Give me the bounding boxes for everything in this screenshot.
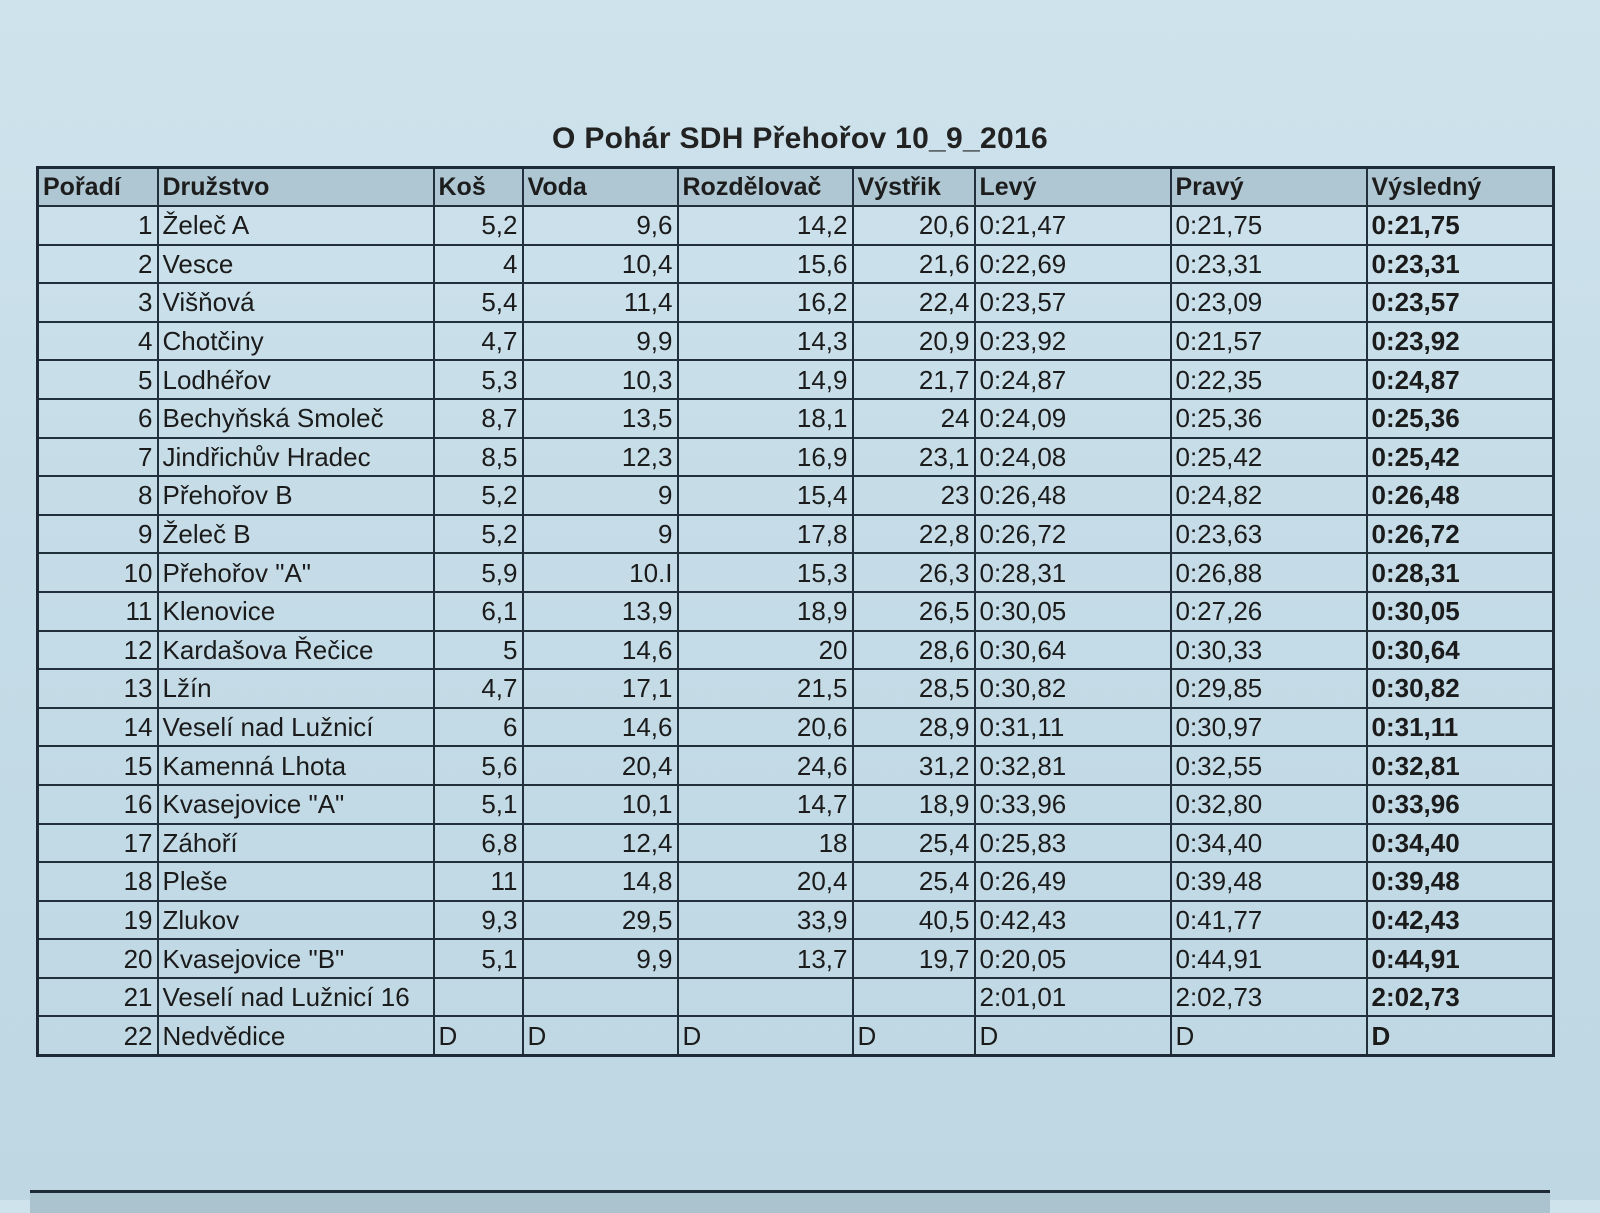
cell-druzstvo: Pleše bbox=[158, 862, 434, 901]
cell-rozdelovac: 18,1 bbox=[678, 399, 853, 438]
cell-pravy: 0:22,35 bbox=[1171, 360, 1367, 399]
cell-pravy: 0:25,36 bbox=[1171, 399, 1367, 438]
cell-poradi: 5 bbox=[38, 360, 158, 399]
cell-vysledny: 0:39,48 bbox=[1367, 862, 1554, 901]
cell-druzstvo: Nedvědice bbox=[158, 1016, 434, 1055]
cell-druzstvo: Višňová bbox=[158, 283, 434, 322]
cell-kos: 5,2 bbox=[434, 476, 523, 515]
cell-voda: 10.I bbox=[523, 553, 678, 592]
table-row bbox=[38, 245, 1554, 284]
cell-rozdelovac: D bbox=[678, 1016, 853, 1055]
cell-vysledny: 0:42,43 bbox=[1367, 901, 1554, 940]
cell-druzstvo: Kvasejovice "B" bbox=[158, 939, 434, 978]
cell-levy: 0:32,81 bbox=[975, 746, 1171, 785]
cell-voda: 12,3 bbox=[523, 438, 678, 477]
table-row bbox=[38, 785, 1554, 824]
cell-kos: 5,2 bbox=[434, 515, 523, 554]
cell-vysledny: 0:21,75 bbox=[1367, 206, 1554, 245]
cell-vystrik: 23,1 bbox=[853, 438, 975, 477]
cell-vystrik: 40,5 bbox=[853, 901, 975, 940]
cell-levy: 0:24,09 bbox=[975, 399, 1171, 438]
cell-pravy: 2:02,73 bbox=[1171, 978, 1367, 1017]
cell-pravy: 0:32,55 bbox=[1171, 746, 1367, 785]
cell-rozdelovac: 21,5 bbox=[678, 669, 853, 708]
cell-pravy: 0:30,33 bbox=[1171, 631, 1367, 670]
cell-vystrik bbox=[853, 978, 975, 1017]
cell-druzstvo: Chotčiny bbox=[158, 322, 434, 361]
cell-rozdelovac: 13,7 bbox=[678, 939, 853, 978]
cell-levy: 0:31,11 bbox=[975, 708, 1171, 747]
cell-voda: 9,9 bbox=[523, 939, 678, 978]
header-vysledny: Výsledný bbox=[1367, 168, 1554, 207]
cell-druzstvo: Vesce bbox=[158, 245, 434, 284]
cell-vysledny: 0:30,64 bbox=[1367, 631, 1554, 670]
cell-pravy: 0:23,09 bbox=[1171, 283, 1367, 322]
cell-poradi: 3 bbox=[38, 283, 158, 322]
cell-vystrik: 24 bbox=[853, 399, 975, 438]
cell-levy: 0:23,92 bbox=[975, 322, 1171, 361]
table-body bbox=[38, 206, 1554, 1056]
cell-vystrik: 22,8 bbox=[853, 515, 975, 554]
cell-levy: 0:30,64 bbox=[975, 631, 1171, 670]
cell-vystrik: 26,3 bbox=[853, 553, 975, 592]
cell-druzstvo: Lžín bbox=[158, 669, 434, 708]
results-table bbox=[36, 166, 1555, 1057]
cell-vysledny: 0:23,31 bbox=[1367, 245, 1554, 284]
cell-vysledny: 0:34,40 bbox=[1367, 824, 1554, 863]
header-row bbox=[38, 168, 1554, 207]
cell-poradi: 17 bbox=[38, 824, 158, 863]
cell-kos: 4,7 bbox=[434, 322, 523, 361]
cell-pravy: 0:26,88 bbox=[1171, 553, 1367, 592]
header-levy: Levý bbox=[975, 168, 1171, 207]
cell-rozdelovac: 14,7 bbox=[678, 785, 853, 824]
cell-vystrik: 26,5 bbox=[853, 592, 975, 631]
table-row bbox=[38, 901, 1554, 940]
cell-vystrik: 31,2 bbox=[853, 746, 975, 785]
header-kos: Koš bbox=[434, 168, 523, 207]
table-row bbox=[38, 515, 1554, 554]
cell-poradi: 22 bbox=[38, 1016, 158, 1055]
cell-voda: 11,4 bbox=[523, 283, 678, 322]
cell-druzstvo: Želeč B bbox=[158, 515, 434, 554]
cell-rozdelovac: 18 bbox=[678, 824, 853, 863]
header-pravy: Pravý bbox=[1171, 168, 1367, 207]
cell-vysledny: 0:23,92 bbox=[1367, 322, 1554, 361]
cell-levy: 0:25,83 bbox=[975, 824, 1171, 863]
cell-vysledny: 0:33,96 bbox=[1367, 785, 1554, 824]
cell-voda: 20,4 bbox=[523, 746, 678, 785]
cell-levy: 0:24,87 bbox=[975, 360, 1171, 399]
cell-rozdelovac: 20,4 bbox=[678, 862, 853, 901]
table-row bbox=[38, 978, 1554, 1017]
cell-vysledny: 0:31,11 bbox=[1367, 708, 1554, 747]
cell-vystrik: 25,4 bbox=[853, 862, 975, 901]
cell-vystrik: 19,7 bbox=[853, 939, 975, 978]
table-row bbox=[38, 399, 1554, 438]
cell-vysledny: 0:26,72 bbox=[1367, 515, 1554, 554]
cell-vystrik: 20,9 bbox=[853, 322, 975, 361]
cell-voda: 9,9 bbox=[523, 322, 678, 361]
cell-pravy: D bbox=[1171, 1016, 1367, 1055]
cell-poradi: 18 bbox=[38, 862, 158, 901]
cell-rozdelovac: 14,2 bbox=[678, 206, 853, 245]
cell-kos: 11 bbox=[434, 862, 523, 901]
cell-poradi: 19 bbox=[38, 901, 158, 940]
cell-poradi: 13 bbox=[38, 669, 158, 708]
cell-druzstvo: Veselí nad Lužnicí 16 bbox=[158, 978, 434, 1017]
cell-voda: 9 bbox=[523, 515, 678, 554]
cell-druzstvo: Želeč A bbox=[158, 206, 434, 245]
cell-vysledny: 0:25,42 bbox=[1367, 438, 1554, 477]
cell-levy: 0:42,43 bbox=[975, 901, 1171, 940]
cell-druzstvo: Veselí nad Lužnicí bbox=[158, 708, 434, 747]
cell-pravy: 0:44,91 bbox=[1171, 939, 1367, 978]
cell-voda: 29,5 bbox=[523, 901, 678, 940]
cell-rozdelovac: 24,6 bbox=[678, 746, 853, 785]
cell-kos: 4 bbox=[434, 245, 523, 284]
cell-rozdelovac: 14,9 bbox=[678, 360, 853, 399]
table-row bbox=[38, 476, 1554, 515]
cell-voda: 17,1 bbox=[523, 669, 678, 708]
cell-kos bbox=[434, 978, 523, 1017]
cell-voda: 12,4 bbox=[523, 824, 678, 863]
cell-rozdelovac: 16,2 bbox=[678, 283, 853, 322]
cell-druzstvo: Kardašova Řečice bbox=[158, 631, 434, 670]
cell-rozdelovac bbox=[678, 978, 853, 1017]
cell-voda: 10,1 bbox=[523, 785, 678, 824]
cell-voda bbox=[523, 978, 678, 1017]
cell-kos: 6 bbox=[434, 708, 523, 747]
cell-druzstvo: Přehořov "A" bbox=[158, 553, 434, 592]
cell-levy: 0:26,49 bbox=[975, 862, 1171, 901]
table-row bbox=[38, 283, 1554, 322]
cell-vysledny: 0:23,57 bbox=[1367, 283, 1554, 322]
cell-pravy: 0:27,26 bbox=[1171, 592, 1367, 631]
cell-rozdelovac: 20,6 bbox=[678, 708, 853, 747]
cell-voda: D bbox=[523, 1016, 678, 1055]
cell-voda: 10,4 bbox=[523, 245, 678, 284]
cell-voda: 10,3 bbox=[523, 360, 678, 399]
cell-druzstvo: Přehořov B bbox=[158, 476, 434, 515]
cell-rozdelovac: 14,3 bbox=[678, 322, 853, 361]
cell-druzstvo: Kamenná Lhota bbox=[158, 746, 434, 785]
cell-vysledny: 0:30,05 bbox=[1367, 592, 1554, 631]
cell-vystrik: D bbox=[853, 1016, 975, 1055]
cell-druzstvo: Kvasejovice "A" bbox=[158, 785, 434, 824]
cell-poradi: 2 bbox=[38, 245, 158, 284]
table-row bbox=[38, 553, 1554, 592]
cell-pravy: 0:25,42 bbox=[1171, 438, 1367, 477]
cell-poradi: 7 bbox=[38, 438, 158, 477]
cell-levy: D bbox=[975, 1016, 1171, 1055]
cell-kos: 8,5 bbox=[434, 438, 523, 477]
cell-poradi: 10 bbox=[38, 553, 158, 592]
cell-kos: 6,1 bbox=[434, 592, 523, 631]
cell-levy: 0:21,47 bbox=[975, 206, 1171, 245]
table-row bbox=[38, 438, 1554, 477]
header-poradi: Pořadí bbox=[38, 168, 158, 207]
cell-levy: 0:28,31 bbox=[975, 553, 1171, 592]
cell-vystrik: 22,4 bbox=[853, 283, 975, 322]
table-row bbox=[38, 862, 1554, 901]
cell-poradi: 1 bbox=[38, 206, 158, 245]
cell-levy: 0:22,69 bbox=[975, 245, 1171, 284]
cell-vystrik: 28,5 bbox=[853, 669, 975, 708]
cell-druzstvo: Klenovice bbox=[158, 592, 434, 631]
cell-voda: 14,6 bbox=[523, 708, 678, 747]
cell-vystrik: 21,7 bbox=[853, 360, 975, 399]
cell-pravy: 0:29,85 bbox=[1171, 669, 1367, 708]
cell-vysledny: 2:02,73 bbox=[1367, 978, 1554, 1017]
table-row bbox=[38, 708, 1554, 747]
cell-levy: 0:30,82 bbox=[975, 669, 1171, 708]
next-table-edge bbox=[30, 1190, 1550, 1213]
cell-druzstvo: Zlukov bbox=[158, 901, 434, 940]
cell-rozdelovac: 15,4 bbox=[678, 476, 853, 515]
cell-vysledny: 0:32,81 bbox=[1367, 746, 1554, 785]
table-row bbox=[38, 824, 1554, 863]
table-row bbox=[38, 939, 1554, 978]
cell-poradi: 15 bbox=[38, 746, 158, 785]
cell-poradi: 6 bbox=[38, 399, 158, 438]
cell-pravy: 0:21,57 bbox=[1171, 322, 1367, 361]
cell-druzstvo: Lodhéřov bbox=[158, 360, 434, 399]
cell-kos: 5,1 bbox=[434, 785, 523, 824]
cell-vysledny: 0:28,31 bbox=[1367, 553, 1554, 592]
cell-kos: 5,3 bbox=[434, 360, 523, 399]
table-header bbox=[38, 168, 1554, 207]
cell-poradi: 20 bbox=[38, 939, 158, 978]
cell-kos: D bbox=[434, 1016, 523, 1055]
cell-pravy: 0:34,40 bbox=[1171, 824, 1367, 863]
header-rozdelovac: Rozdělovač bbox=[678, 168, 853, 207]
table-row bbox=[38, 669, 1554, 708]
cell-poradi: 8 bbox=[38, 476, 158, 515]
cell-pravy: 0:23,31 bbox=[1171, 245, 1367, 284]
cell-pravy: 0:30,97 bbox=[1171, 708, 1367, 747]
cell-kos: 5,9 bbox=[434, 553, 523, 592]
cell-vystrik: 28,6 bbox=[853, 631, 975, 670]
cell-vysledny: 0:44,91 bbox=[1367, 939, 1554, 978]
cell-rozdelovac: 17,8 bbox=[678, 515, 853, 554]
cell-kos: 5,1 bbox=[434, 939, 523, 978]
cell-vystrik: 23 bbox=[853, 476, 975, 515]
table-row bbox=[38, 360, 1554, 399]
cell-kos: 5 bbox=[434, 631, 523, 670]
cell-kos: 5,6 bbox=[434, 746, 523, 785]
cell-pravy: 0:21,75 bbox=[1171, 206, 1367, 245]
cell-kos: 4,7 bbox=[434, 669, 523, 708]
cell-vysledny: D bbox=[1367, 1016, 1554, 1055]
cell-pravy: 0:41,77 bbox=[1171, 901, 1367, 940]
cell-vystrik: 25,4 bbox=[853, 824, 975, 863]
cell-voda: 14,8 bbox=[523, 862, 678, 901]
cell-rozdelovac: 20 bbox=[678, 631, 853, 670]
cell-levy: 0:20,05 bbox=[975, 939, 1171, 978]
cell-vysledny: 0:26,48 bbox=[1367, 476, 1554, 515]
cell-poradi: 14 bbox=[38, 708, 158, 747]
cell-levy: 0:24,08 bbox=[975, 438, 1171, 477]
cell-levy: 0:23,57 bbox=[975, 283, 1171, 322]
cell-rozdelovac: 15,3 bbox=[678, 553, 853, 592]
cell-rozdelovac: 16,9 bbox=[678, 438, 853, 477]
cell-rozdelovac: 15,6 bbox=[678, 245, 853, 284]
cell-kos: 8,7 bbox=[434, 399, 523, 438]
cell-voda: 9 bbox=[523, 476, 678, 515]
cell-voda: 13,9 bbox=[523, 592, 678, 631]
header-voda: Voda bbox=[523, 168, 678, 207]
table-row bbox=[38, 1016, 1554, 1055]
cell-rozdelovac: 18,9 bbox=[678, 592, 853, 631]
cell-levy: 0:26,72 bbox=[975, 515, 1171, 554]
cell-vysledny: 0:24,87 bbox=[1367, 360, 1554, 399]
cell-vystrik: 18,9 bbox=[853, 785, 975, 824]
cell-kos: 5,4 bbox=[434, 283, 523, 322]
cell-poradi: 11 bbox=[38, 592, 158, 631]
cell-druzstvo: Záhoří bbox=[158, 824, 434, 863]
cell-druzstvo: Bechyňská Smoleč bbox=[158, 399, 434, 438]
cell-kos: 9,3 bbox=[434, 901, 523, 940]
header-druzstvo: Družstvo bbox=[158, 168, 434, 207]
table-row bbox=[38, 746, 1554, 785]
header-vystrik: Výstřik bbox=[853, 168, 975, 207]
cell-pravy: 0:39,48 bbox=[1171, 862, 1367, 901]
table-row bbox=[38, 322, 1554, 361]
cell-levy: 2:01,01 bbox=[975, 978, 1171, 1017]
cell-voda: 13,5 bbox=[523, 399, 678, 438]
cell-levy: 0:26,48 bbox=[975, 476, 1171, 515]
table-row bbox=[38, 592, 1554, 631]
cell-poradi: 12 bbox=[38, 631, 158, 670]
cell-poradi: 4 bbox=[38, 322, 158, 361]
cell-vysledny: 0:30,82 bbox=[1367, 669, 1554, 708]
cell-rozdelovac: 33,9 bbox=[678, 901, 853, 940]
cell-levy: 0:33,96 bbox=[975, 785, 1171, 824]
page-title: O Pohár SDH Přehořov 10_9_2016 bbox=[552, 122, 1048, 155]
table-row bbox=[38, 631, 1554, 670]
cell-vystrik: 28,9 bbox=[853, 708, 975, 747]
cell-levy: 0:30,05 bbox=[975, 592, 1171, 631]
cell-kos: 6,8 bbox=[434, 824, 523, 863]
cell-poradi: 16 bbox=[38, 785, 158, 824]
cell-vystrik: 21,6 bbox=[853, 245, 975, 284]
cell-druzstvo: Jindřichův Hradec bbox=[158, 438, 434, 477]
cell-poradi: 21 bbox=[38, 978, 158, 1017]
cell-pravy: 0:24,82 bbox=[1171, 476, 1367, 515]
cell-pravy: 0:32,80 bbox=[1171, 785, 1367, 824]
cell-vystrik: 20,6 bbox=[853, 206, 975, 245]
cell-pravy: 0:23,63 bbox=[1171, 515, 1367, 554]
cell-kos: 5,2 bbox=[434, 206, 523, 245]
cell-poradi: 9 bbox=[38, 515, 158, 554]
table-row bbox=[38, 206, 1554, 245]
cell-vysledny: 0:25,36 bbox=[1367, 399, 1554, 438]
cell-voda: 9,6 bbox=[523, 206, 678, 245]
cell-voda: 14,6 bbox=[523, 631, 678, 670]
